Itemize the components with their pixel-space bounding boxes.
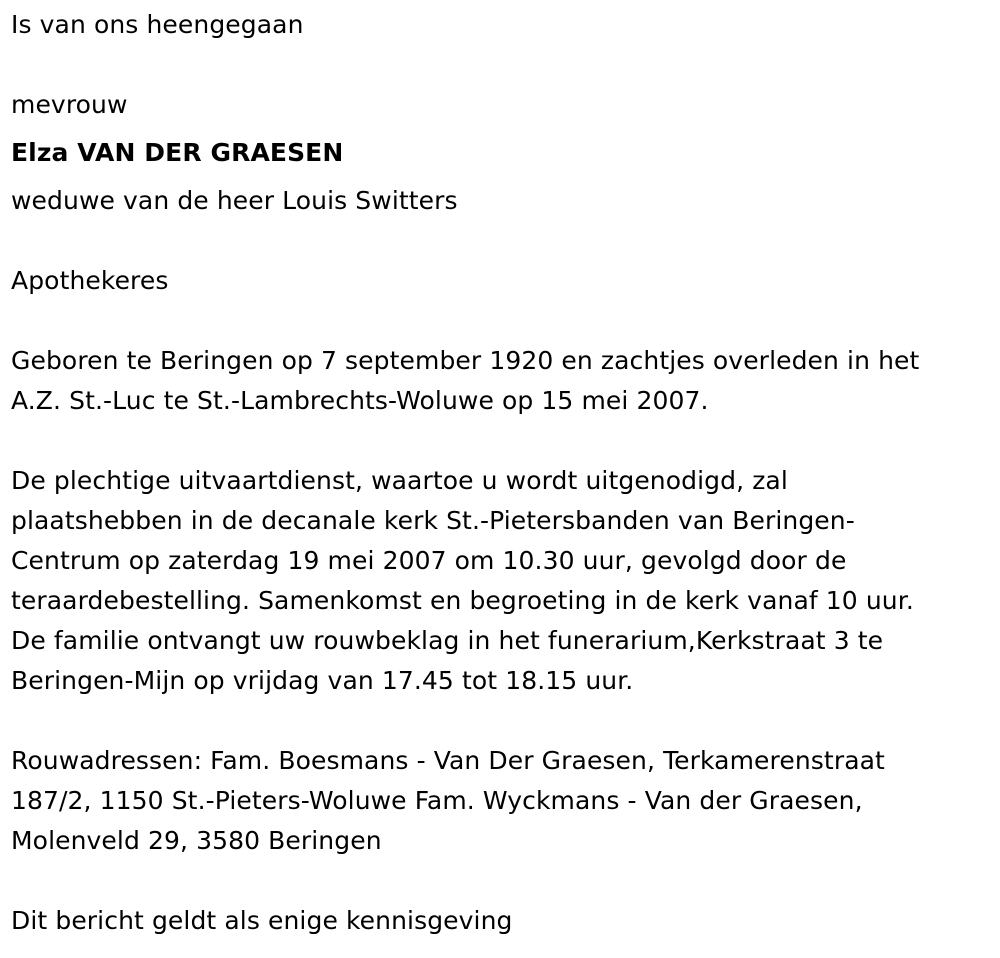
deceased-name: Elza VAN DER GRAESEN (11, 138, 344, 167)
closing-line: Dit bericht geldt als enige kennisgeving (11, 906, 513, 935)
funeral-line: De familie ontvangt uw rouwbeklag in het funerarium,Kerkstraat 3 te (11, 626, 884, 655)
profession: Apothekeres (11, 266, 169, 295)
address-line: Rouwadressen: Fam. Boesmans - Van Der Graesen, Terkamerenstraat (11, 746, 885, 775)
birth-death-line: Geboren te Beringen op 7 september 1920 en zachtjes overleden in het (11, 346, 920, 375)
address-line: 187/2, 1150 St.-Pieters-Woluwe Fam. Wyckmans - Van der Graesen, (11, 786, 863, 815)
birth-death-line: A.Z. St.-Luc te St.-Lambrechts-Woluwe op 15 mei 2007. (11, 386, 709, 415)
funeral-line: plaatshebben in de decanale kerk St.-Pietersbanden van Beringen- (11, 506, 855, 535)
relation-line: weduwe van de heer Louis Switters (11, 186, 458, 215)
funeral-line: Centrum op zaterdag 19 mei 2007 om 10.30 uur, gevolgd door de (11, 546, 847, 575)
funeral-line: Beringen-Mijn op vrijdag van 17.45 tot 18.15 uur. (11, 666, 634, 695)
honorific: mevrouw (11, 90, 128, 119)
funeral-line: teraardebestelling. Samenkomst en begroeting in de kerk vanaf 10 uur. (11, 586, 914, 615)
funeral-line: De plechtige uitvaartdienst, waartoe u wordt uitgenodigd, zal (11, 466, 788, 495)
address-line: Molenveld 29, 3580 Beringen (11, 826, 382, 855)
intro-line: Is van ons heengegaan (11, 10, 304, 39)
